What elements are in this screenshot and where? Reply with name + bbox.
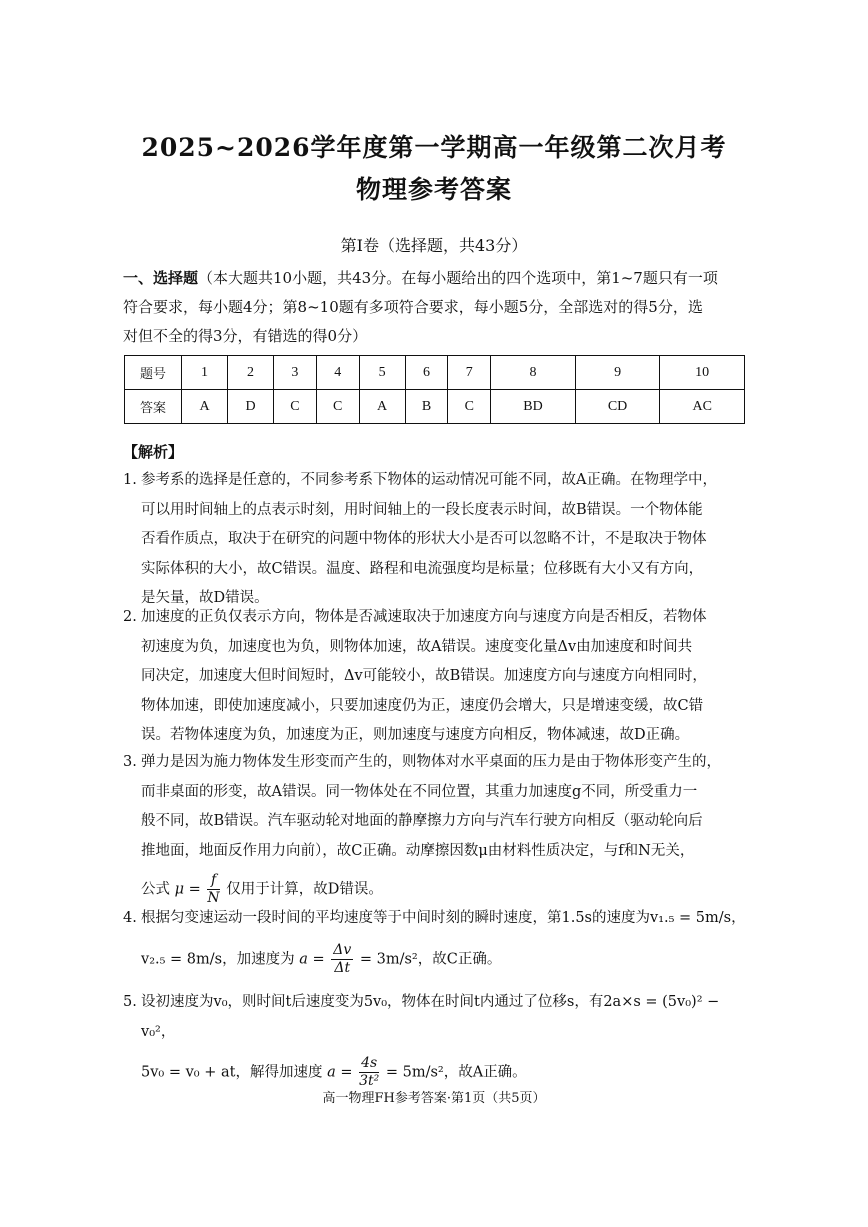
fraction-numerator: f — [207, 872, 219, 890]
table-cell: 5 — [359, 356, 405, 390]
table-cell: D — [228, 390, 274, 424]
analysis-item-1 — [123, 466, 748, 614]
fraction — [207, 872, 219, 907]
fraction — [359, 1055, 379, 1090]
item-line: 误。若物体速度为负，加速度为正，则加速度与速度方向相反，物体减速，故D正确。 — [141, 727, 690, 743]
instructions — [123, 264, 747, 351]
item-line: 否看作质点，取决于在研究的问题中物体的形状大小是否可以忽略不计，不是取决于物体 — [141, 531, 707, 547]
answer-table — [124, 355, 745, 424]
table-cell: 1 — [182, 356, 228, 390]
analysis-heading: 【解析】 — [123, 443, 184, 461]
formula-prefix: 公式 — [141, 881, 170, 898]
item-line: 可以用时间轴上的点表示时刻，用时间轴上的一段长度表示时间，故B错误。一个物体能 — [141, 501, 703, 518]
analysis-item-4 — [123, 904, 748, 977]
formula-lhs: a = — [299, 951, 325, 967]
table-row-answers — [125, 390, 745, 424]
item-number: 5. — [123, 994, 137, 1010]
item-line: 而非桌面的形变，故A错误。同一物体处在不同位置，其重力加速度g不同，所受重力一 — [141, 783, 698, 800]
answer-title: 物理参考答案 — [355, 175, 512, 204]
table-cell: 9 — [575, 356, 660, 390]
section-heading: 第Ⅰ卷（选择题，共43分） — [340, 236, 528, 255]
formula-text: 5v₀ = v₀ + at，解得加速度 — [141, 1064, 323, 1081]
fraction — [331, 942, 353, 977]
fraction-denominator: 3t² — [359, 1073, 380, 1089]
table-cell: A — [359, 390, 405, 424]
table-cell: 10 — [660, 356, 745, 390]
table-cell: AC — [660, 390, 745, 424]
table-cell: A — [182, 390, 228, 424]
analysis-item-5 — [123, 988, 748, 1090]
item-number: 2. — [123, 609, 137, 625]
table-cell: B — [405, 390, 448, 424]
table-cell: 8 — [491, 356, 576, 390]
instructions-line: （本大题共10小题，共43分。在每小题给出的四个选项中，第1~7题只有一项 — [198, 269, 718, 287]
table-cell: 7 — [448, 356, 491, 390]
item-line: 同决定，加速度大但时间短时，Δv可能较小，故B错误。加速度方向与速度方向相同时， — [141, 668, 707, 684]
item-line: 实际体积的大小，故C错误。温度、路程和电流强度均是标量；位移既有大小又有方向， — [141, 560, 704, 577]
item-line: 是矢量，故D错误。 — [141, 590, 269, 606]
item-line: 物体加速，即使加速度减小，只要加速度仍为正，速度仍会增大，只是增速变缓，故C错 — [141, 697, 704, 714]
item-line: 般不同，故B错误。汽车驱动轮对地面的静摩擦力方向与汽车行驶方向相反（驱动轮向后 — [141, 813, 703, 829]
formula-suffix: 仅用于计算，故D错误。 — [226, 881, 383, 898]
instructions-label: 一、选择题 — [123, 269, 199, 287]
table-cell: C — [448, 390, 491, 424]
fraction-numerator: 4s — [359, 1055, 379, 1073]
table-row-numbers — [125, 356, 745, 390]
formula-line — [141, 872, 748, 907]
fraction-denominator: N — [207, 890, 220, 906]
item-number: 1. — [123, 472, 137, 488]
exam-title: 2025~2026学年度第一学期高一年级第二次月考 — [141, 133, 727, 162]
formula-line — [141, 1055, 748, 1090]
table-cell: 6 — [405, 356, 448, 390]
table-cell: 4 — [316, 356, 359, 390]
instructions-line: 对但不全的得3分，有错选的得0分） — [123, 327, 368, 345]
item-line: 推地面，地面反作用力向前），故C正确。动摩擦因数μ由材料性质决定，与f和N无关， — [141, 842, 695, 859]
table-cell: 2 — [228, 356, 274, 390]
table-header-number: 题号 — [125, 356, 182, 390]
item-line: 设初速度为v₀，则时间t后速度变为5v₀，物体在时间t内通过了位移s，有2a×s = (5v₀)² − v₀²， — [141, 994, 720, 1040]
table-cell: CD — [575, 390, 660, 424]
formula-lhs: a = — [327, 1064, 353, 1081]
page-footer: 高一物理FH参考答案·第1页（共5页） — [322, 1091, 546, 1106]
table-cell: 3 — [274, 356, 317, 390]
fraction-numerator: Δv — [333, 941, 352, 958]
item-line: 弹力是因为施力物体发生形变而产生的，则物体对水平桌面的压力是由于物体形变产生的， — [141, 754, 721, 770]
item-number: 4. — [123, 910, 137, 926]
analysis-item-2 — [123, 603, 748, 751]
formula-text: = 5m/s²，故A正确。 — [385, 1064, 527, 1081]
instructions-line: 符合要求，每小题4分；第8~10题有多项符合要求，每小题5分，全部选对的得5分，选 — [123, 298, 703, 316]
item-line: 参考系的选择是任意的，不同参考系下物体的运动情况可能不同，故A正确。在物理学中， — [141, 472, 717, 488]
formula-line — [141, 942, 748, 977]
formula-text: v₂.₅ = 8m/s，加速度为 — [141, 951, 295, 967]
item-number: 3. — [123, 754, 137, 770]
table-cell: C — [316, 390, 359, 424]
fraction-denominator: Δt — [334, 959, 351, 976]
analysis-item-3 — [123, 748, 748, 907]
formula-text: = 3m/s²，故C正确。 — [359, 951, 502, 967]
item-line: 加速度的正负仅表示方向，物体是否减速取决于加速度方向与速度方向是否相反，若物体 — [141, 609, 707, 625]
table-cell: BD — [491, 390, 576, 424]
table-header-answer: 答案 — [125, 390, 182, 424]
item-line: 初速度为负，加速度也为负，则物体加速，故A错误。速度变化量Δv由加速度和时间共 — [141, 638, 693, 655]
formula-lhs: μ = — [174, 881, 201, 898]
item-line: 根据匀变速运动一段时间的平均速度等于中间时刻的瞬时速度，第1.5s的速度为v₁.₅ = 5m/s， — [141, 910, 746, 926]
table-cell: C — [274, 390, 317, 424]
